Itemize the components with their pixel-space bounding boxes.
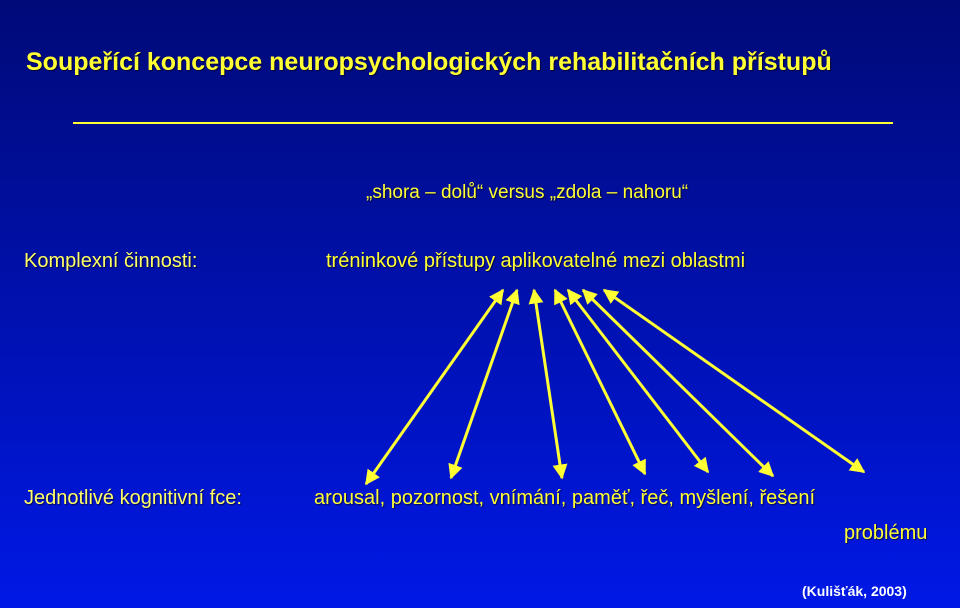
training-approaches-text: tréninkové přístupy aplikovatelné mezi oblastmi — [326, 250, 746, 272]
citation: (Kulišťák, 2003) — [802, 583, 907, 599]
arrow-rec — [568, 290, 708, 472]
arrow-reseni — [604, 290, 864, 472]
slide-title: Soupeřící koncepce neuropsychologických rehabilitačních přístupů — [26, 48, 832, 76]
arrow-pamet — [555, 290, 645, 474]
arrow-vnimani — [534, 290, 562, 478]
cognitive-functions-text-cont: problému — [844, 522, 928, 544]
arrow-mysleni — [583, 290, 773, 476]
subtitle: „shora – dolů“ versus „zdola – nahoru“ — [366, 182, 689, 203]
complex-activities-label: Komplexní činnosti: — [24, 250, 198, 272]
single-functions-label: Jednotlivé kognitivní fce: — [24, 487, 242, 509]
cognitive-functions-text: arousal, pozornost, vnímání, paměť, řeč, myšlení, řešení — [314, 487, 816, 509]
